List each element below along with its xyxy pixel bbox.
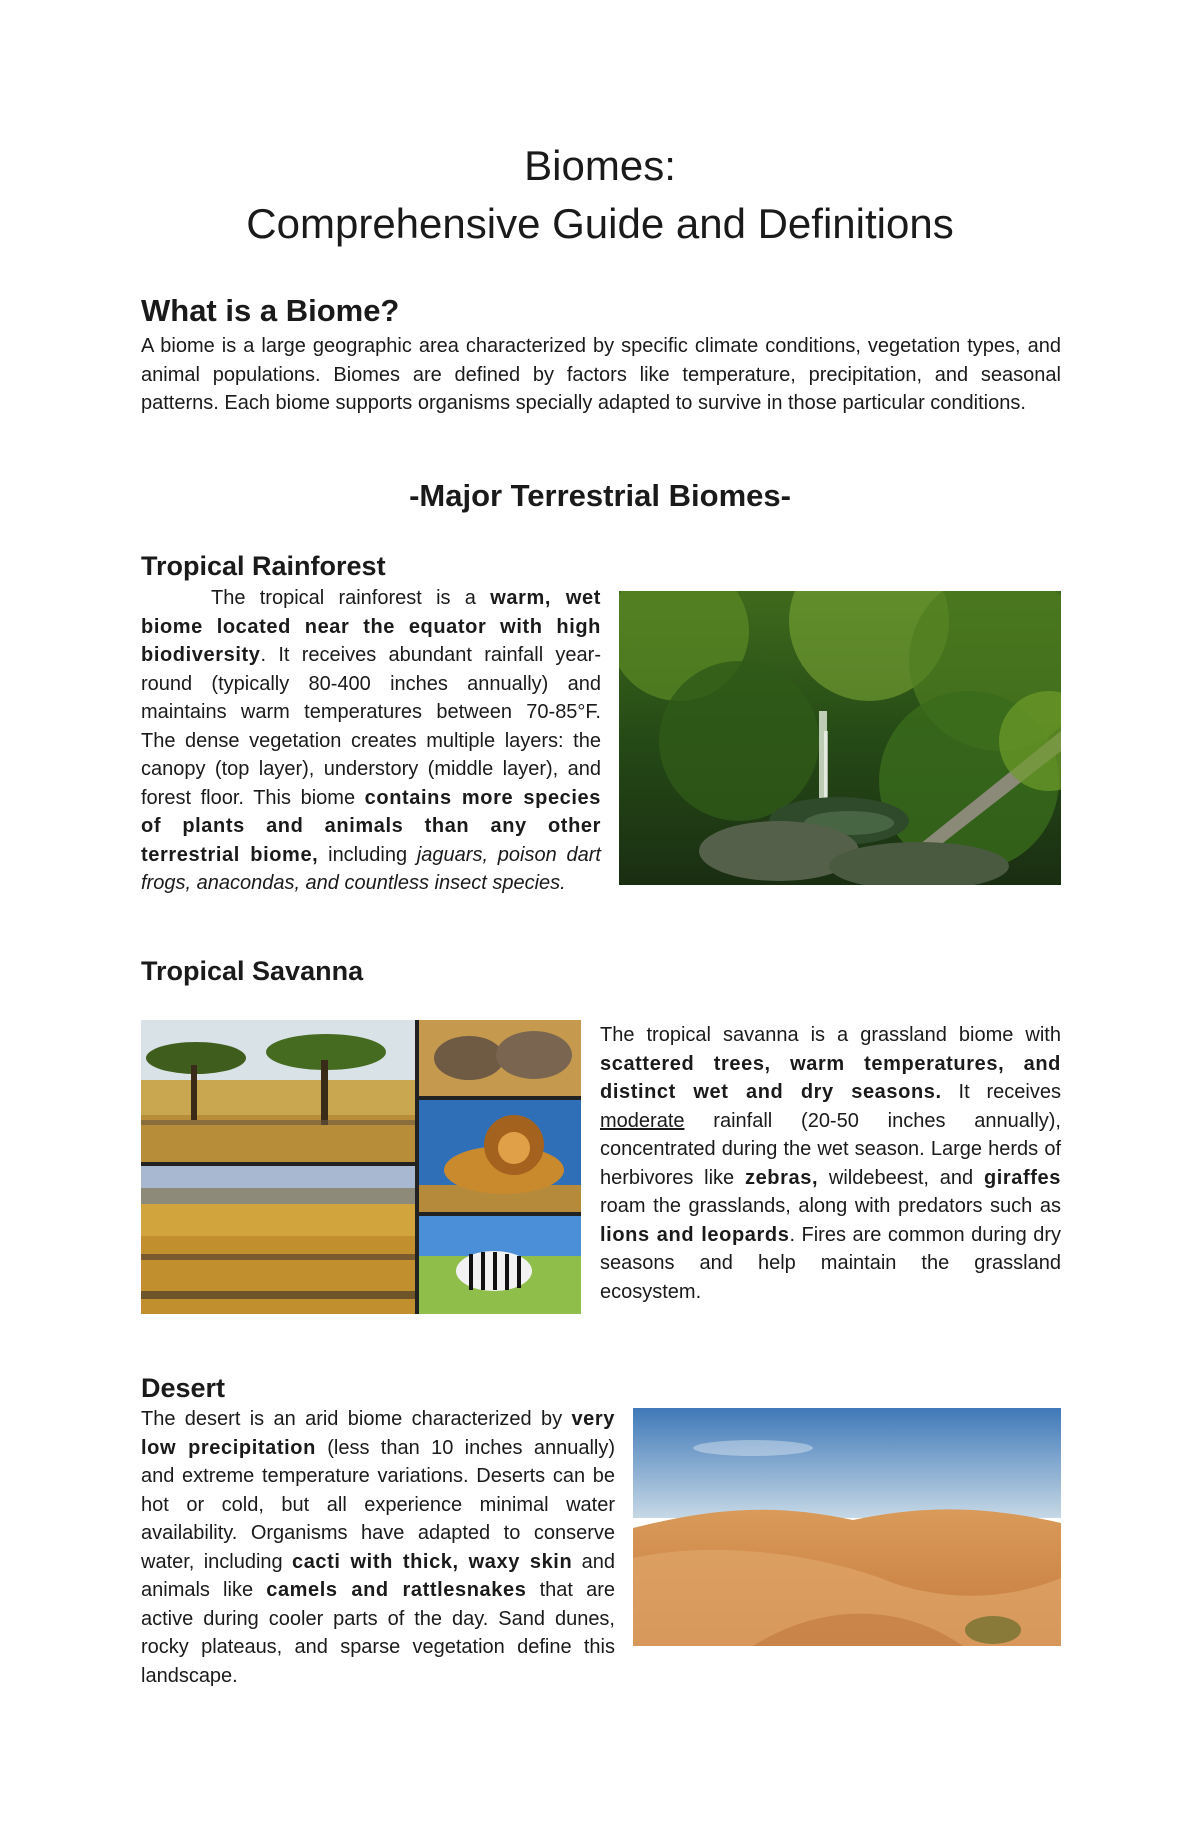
document-subtitle: Comprehensive Guide and Definitions (246, 200, 954, 247)
savanna-collage-image (141, 1020, 581, 1314)
heading-desert: Desert (141, 1373, 226, 1403)
paragraph-desert: The desert is an arid biome characterized by very low precipitation (less than 10 inches annually) and extreme temperature variations. Deserts can be hot or cold, but all experience minimal water availability. Organisms have adapted to conserve water, including cacti with thick, waxy skin and animals like camels and rattlesnakes that are active during cooler parts of the day. Sand dunes, rocky plateaus, and sparse vegetation define this landscape. (141, 1408, 616, 1687)
savanna-elephants-photo (419, 1020, 581, 1096)
heading-major-biomes: -Major Terrestrial Biomes- (409, 478, 791, 513)
paragraph-what-is-biome: A biome is a large geographic area characterized by specific climate conditions, vegetation types, and animal populations. Biomes are defined by factors like temperature, precipitation, and seasonal patterns. Each biome supports organisms specially adapted to survive in those particular conditions. (141, 335, 1061, 414)
savanna-lion-photo (419, 1100, 581, 1212)
heading-rainforest: Tropical Rainforest (141, 551, 386, 581)
heading-savanna: Tropical Savanna (141, 956, 364, 986)
heading-what-is-biome: What is a Biome? (141, 293, 400, 328)
paragraph-rainforest: The tropical rainforest is a warm, wet biome located near the equator with high biodiversity. It receives abundant rainfall year-round (typically 80-400 inches annually) and maintains warm temperatures between 70-85°F. The dense vegetation creates multiple layers: the canopy (top layer), understory (middle layer), and forest floor. This biome contains more species of plants and animals than any other terrestrial biome, including jaguars, poison dart frogs, anacondas, and countless insect species. (141, 587, 601, 894)
savanna-acacia-photo (141, 1020, 415, 1162)
rainforest-image (619, 591, 1061, 885)
document-title: Biomes: (524, 142, 676, 189)
paragraph-savanna: The tropical savanna is a grassland biome with scattered trees, warm temperatures, and distinct wet and dry seasons. It receives moderate rainfall (20-50 inches annually), concentrated during the wet season. Large herds of herbivores like zebras, wildebeest, and giraffes roam the grasslands, along with predators such as lions and leopards. Fires are common during dry seasons and help maintain the grassland ecosystem. (600, 1024, 1062, 1303)
desert-image (633, 1408, 1061, 1646)
savanna-zebras-photo (419, 1216, 581, 1314)
savanna-herds-photo (141, 1166, 415, 1314)
